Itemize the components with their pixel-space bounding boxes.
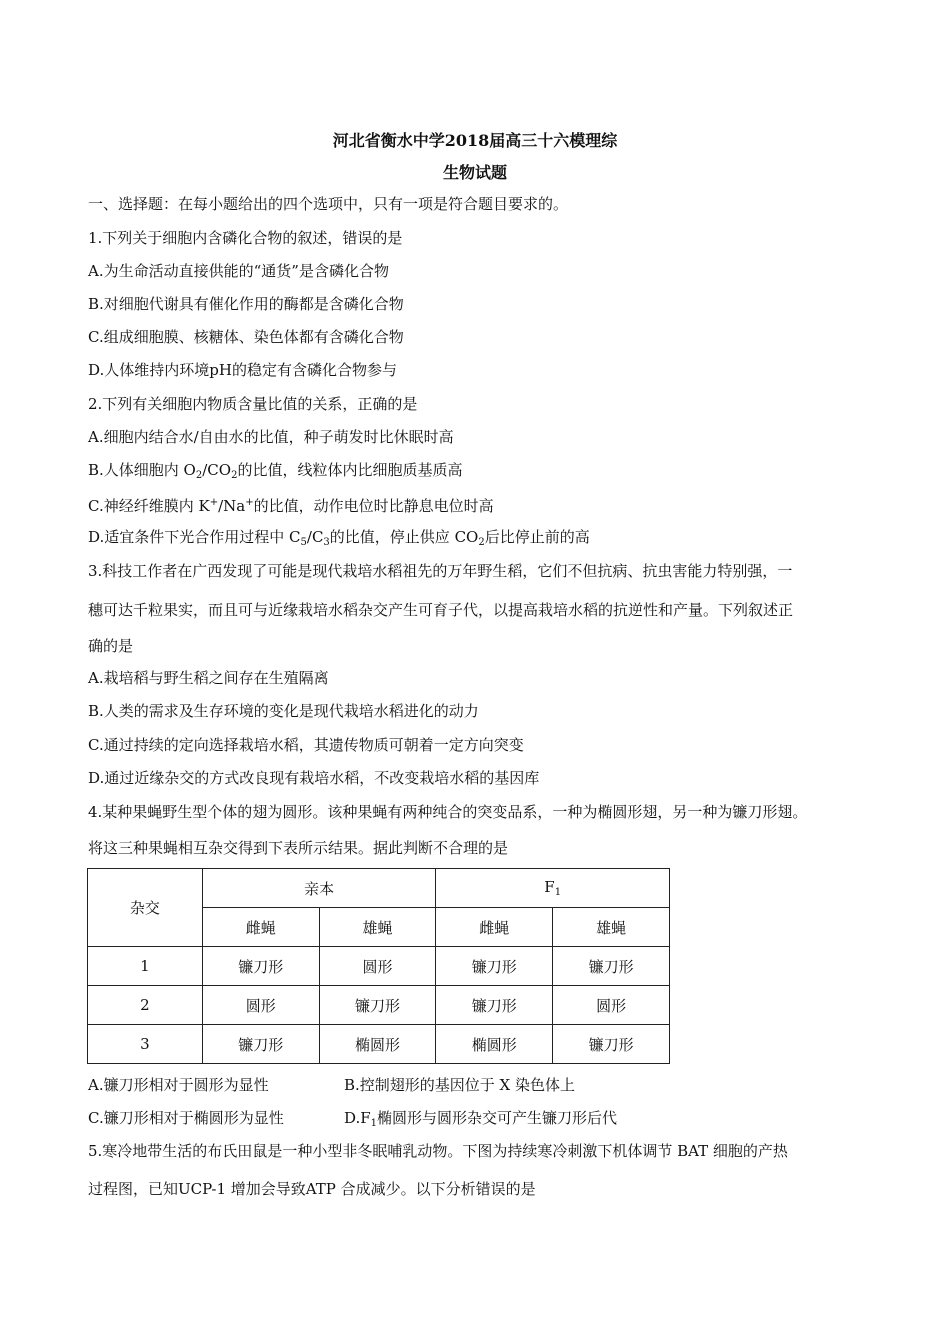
table-cell: 圆形 bbox=[319, 947, 436, 986]
q2-b-sub2: 2 bbox=[231, 470, 238, 481]
table-cell: 镰刀形 bbox=[202, 947, 319, 986]
q4-d-text: D.F bbox=[344, 1109, 371, 1127]
page-subtitle: 生物试题 bbox=[442, 163, 507, 182]
header-parent-female: 雌蝇 bbox=[202, 908, 319, 947]
table-row bbox=[88, 947, 670, 986]
q2-d-text: D.适宜条件下光合作用过程中 C bbox=[88, 528, 301, 546]
table-cell: 圆形 bbox=[202, 986, 319, 1025]
table-cell: 镰刀形 bbox=[436, 947, 553, 986]
table-cell: 圆形 bbox=[553, 986, 670, 1025]
header-f1 bbox=[436, 869, 670, 908]
header-f1-sub: 1 bbox=[554, 887, 562, 898]
q5-stem-line2: 过程图，已知UCP-1 增加会导致ATP 合成减少。以下分析错误的是 bbox=[88, 1180, 536, 1198]
q2-d-text2: /C bbox=[306, 528, 324, 546]
q4-option-a: A.镰刀形相对于圆形为显性 bbox=[88, 1076, 269, 1094]
q5-stem-line1: 5.寒冷地带生活的布氏田鼠是一种小型非冬眠哺乳动物。下图为持续寒冷刺激下机体调节 BAT 细胞的产热 bbox=[88, 1142, 788, 1160]
q2-option-c bbox=[88, 493, 494, 516]
header-parent-male: 雄蝇 bbox=[319, 908, 436, 947]
q2-option-d bbox=[88, 527, 590, 553]
table-cell: 镰刀形 bbox=[202, 1025, 319, 1064]
q3-stem-line1: 3.科技工作者在广西发现了可能是现代栽培水稻祖先的万年野生稻，它们不但抗病、抗虫害能力特别强，一 bbox=[88, 562, 793, 580]
q1-stem: 1.下列关于细胞内含磷化合物的叙述，错误的是 bbox=[88, 229, 403, 247]
q4-option-b: B.控制翅形的基因位于 X 染色体上 bbox=[344, 1076, 576, 1094]
q2-d-sub2: 3 bbox=[323, 537, 330, 548]
table-cell: 椭圆形 bbox=[319, 1025, 436, 1064]
q2-option-b bbox=[88, 460, 462, 486]
q2-c-text2: /Na bbox=[218, 497, 246, 515]
q2-c-sup2: + bbox=[245, 497, 254, 508]
q3-stem-line3: 确的是 bbox=[88, 637, 134, 655]
q2-c-text: C.神经纤维膜内 K bbox=[88, 497, 210, 515]
q3-stem-line2: 穗可达千粒果实，而且可与近缘栽培水稻杂交产生可育子代，以提高栽培水稻的抗逆性和产量。下列叙述正 bbox=[88, 601, 794, 619]
q1-option-b: B.对细胞代谢具有催化作用的酶都是含磷化合物 bbox=[88, 295, 404, 313]
table-cell: 3 bbox=[88, 1025, 203, 1064]
q3-option-d: D.通过近缘杂交的方式改良现有栽培水稻，不改变栽培水稻的基因库 bbox=[88, 769, 540, 787]
header-f1-male: 雄蝇 bbox=[553, 908, 670, 947]
q4-stem-line2: 将这三种果蝇相互杂交得到下表所示结果。据此判断不合理的是 bbox=[88, 839, 509, 857]
q3-option-b: B.人类的需求及生存环境的变化是现代栽培水稻进化的动力 bbox=[88, 702, 479, 720]
table-cell: 镰刀形 bbox=[436, 986, 553, 1025]
q3-option-a: A.栽培稻与野生稻之间存在生殖隔离 bbox=[88, 669, 329, 687]
q3-option-c: C.通过持续的定向选择栽培水稻，其遗传物质可朝着一定方向突变 bbox=[88, 736, 524, 754]
q2-b-text: B.人体细胞内 O bbox=[88, 461, 196, 479]
page-title: 河北省衡水中学2018届高三十六模理综 bbox=[332, 131, 618, 150]
header-cross: 杂交 bbox=[88, 869, 203, 947]
q1-option-d: D.人体维持内环境pH的稳定有含磷化合物参与 bbox=[88, 361, 397, 379]
table-cell: 镰刀形 bbox=[553, 1025, 670, 1064]
table-cell: 1 bbox=[88, 947, 203, 986]
q4-option-d bbox=[344, 1107, 617, 1129]
q4-stem-line1: 4.某种果蝇野生型个体的翅为圆形。该种果蝇有两种纯合的突变品系，一种为椭圆形翅，另一种为镰刀形翅。 bbox=[88, 803, 808, 821]
cross-results-table bbox=[87, 868, 670, 1064]
q4-d-sub: 1 bbox=[370, 1118, 378, 1129]
q4-option-c: C.镰刀形相对于椭圆形为显性 bbox=[88, 1109, 284, 1127]
q4-d-text2: 椭圆形与圆形杂交可产生镰刀形后代 bbox=[377, 1109, 618, 1127]
q2-d-text3: 的比值，停止供应 CO bbox=[329, 528, 479, 546]
table-cell: 椭圆形 bbox=[436, 1025, 553, 1064]
q2-b-text3: 的比值，线粒体内比细胞质基质高 bbox=[237, 461, 463, 479]
table-cell: 2 bbox=[88, 986, 203, 1025]
header-parents: 亲本 bbox=[202, 869, 436, 908]
q1-option-a: A.为生命活动直接供能的“通货”是含磷化合物 bbox=[88, 262, 389, 280]
header-f1-female: 雌蝇 bbox=[436, 908, 553, 947]
q2-c-sup1: + bbox=[209, 497, 219, 508]
table-row bbox=[88, 986, 670, 1025]
table-header-row bbox=[88, 869, 670, 908]
table-cell: 镰刀形 bbox=[319, 986, 436, 1025]
q2-d-sub3: 2 bbox=[478, 537, 485, 548]
q2-d-sub1: 5 bbox=[300, 537, 307, 548]
q2-b-sub1: 2 bbox=[195, 470, 203, 481]
q2-stem: 2.下列有关细胞内物质含量比值的关系，正确的是 bbox=[88, 395, 418, 413]
q2-c-text3: 的比值，动作电位时比静息电位时高 bbox=[253, 497, 494, 515]
q2-option-a: A.细胞内结合水/自由水的比值，种子萌发时比休眠时高 bbox=[88, 428, 454, 446]
q2-b-text2: /CO bbox=[202, 461, 232, 479]
header-f1-text: F bbox=[544, 878, 555, 896]
table-cell: 镰刀形 bbox=[553, 947, 670, 986]
table-row bbox=[88, 1025, 670, 1064]
q1-option-c: C.组成细胞膜、核糖体、染色体都有含磷化合物 bbox=[88, 328, 404, 346]
section-heading: 一、选择题：在每小题给出的四个选项中，只有一项是符合题目要求的。 bbox=[88, 195, 569, 213]
q2-d-text4: 后比停止前的高 bbox=[484, 528, 590, 546]
